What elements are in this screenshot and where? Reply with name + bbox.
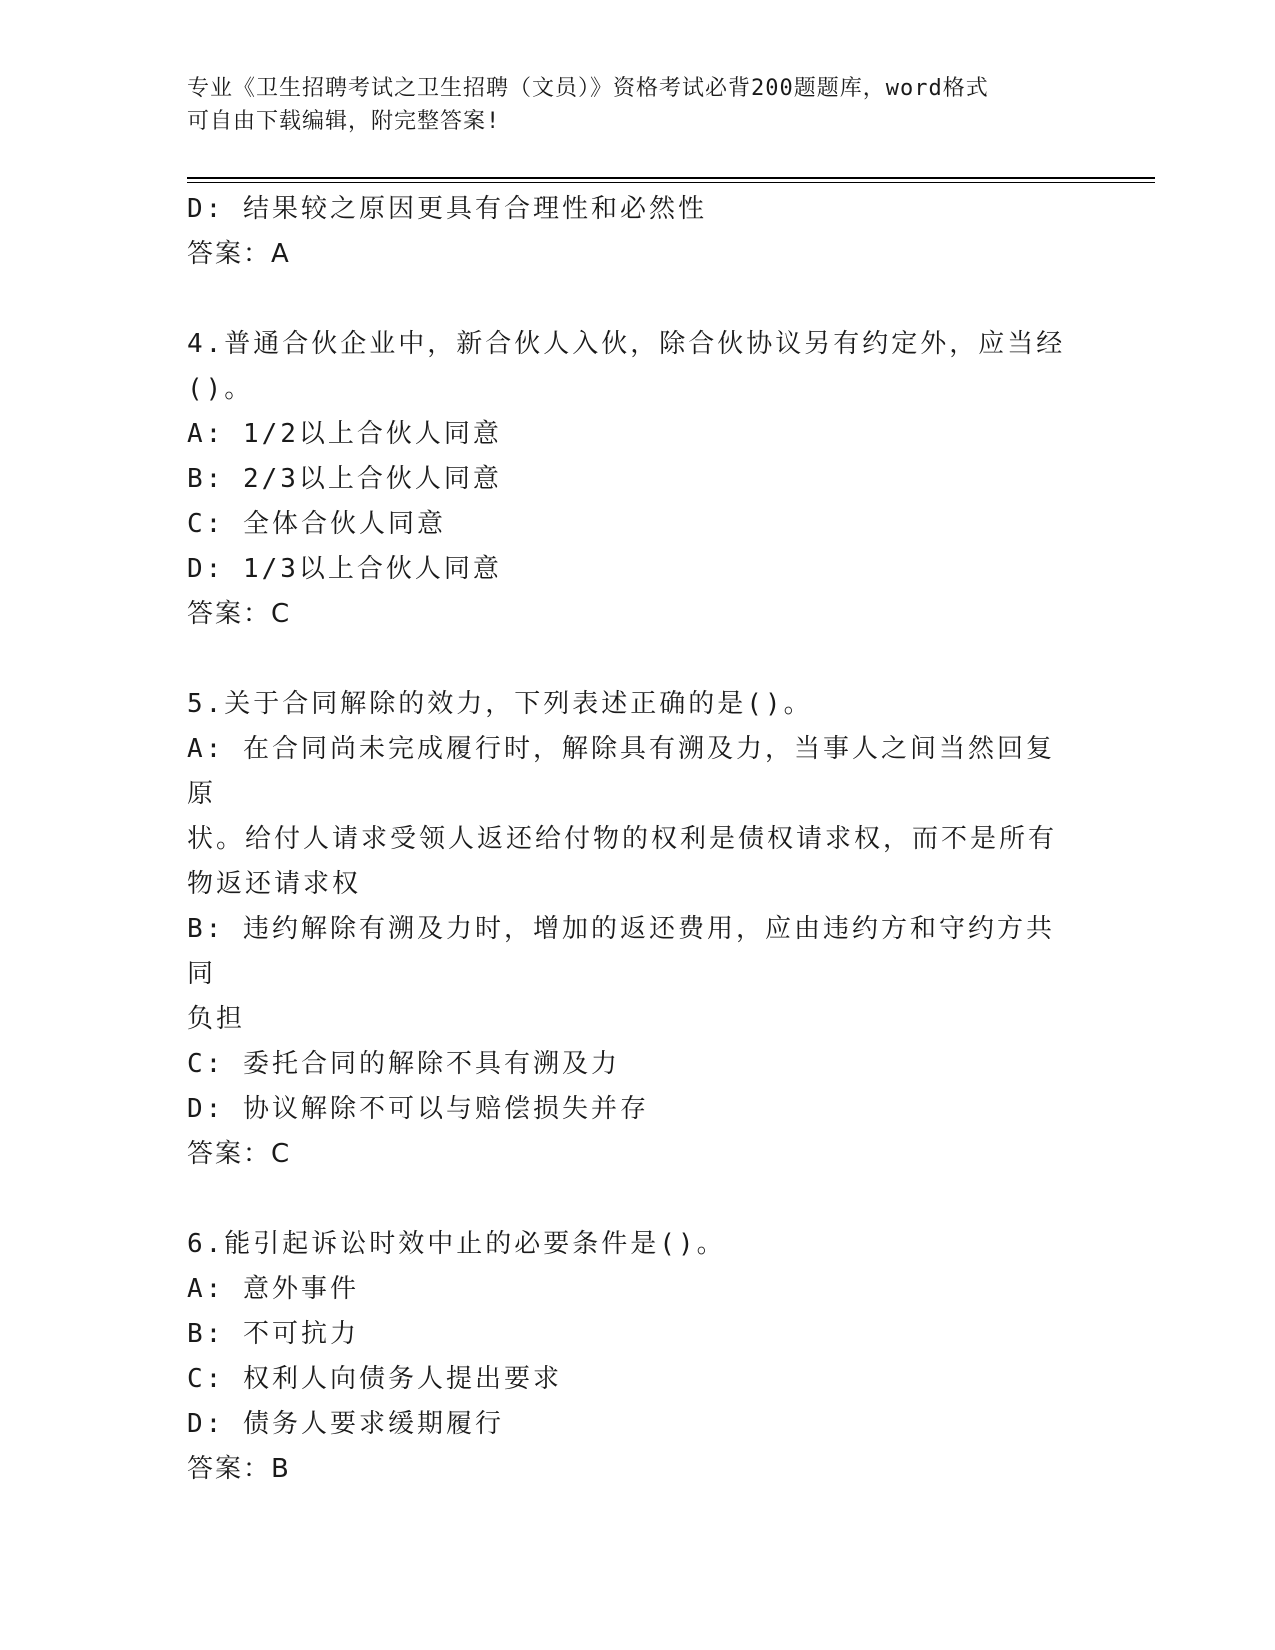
option-b: B: 不可抗力 xyxy=(187,1319,359,1349)
option-a-cont: 状。给付人请求受领人返还给付物的权利是债权请求权，而不是所有 xyxy=(187,824,1058,854)
answer-line: 答案：B xyxy=(187,1454,291,1484)
question-6 xyxy=(187,1222,1077,1492)
question-3-tail xyxy=(187,187,1077,277)
question-4 xyxy=(187,322,1077,637)
spacer xyxy=(187,1177,1077,1222)
question-stem: 4.普通合伙企业中，新合伙人入伙，除合伙协议另有约定外，应当经 xyxy=(187,329,1066,359)
question-list xyxy=(187,187,1077,1492)
spacer xyxy=(187,277,1077,322)
option-a-cont: 物返还请求权 xyxy=(187,869,362,899)
option-c: C: 权利人向债务人提出要求 xyxy=(187,1364,562,1394)
option-d: D: 协议解除不可以与赔偿损失并存 xyxy=(187,1094,649,1124)
option-d: D: 1/3以上合伙人同意 xyxy=(187,554,502,584)
option-a: A: 在合同尚未完成履行时，解除具有溯及力，当事人之间当然回复原 xyxy=(187,734,1055,809)
option-b: B: 违约解除有溯及力时，增加的返还费用，应由违约方和守约方共同 xyxy=(187,914,1055,989)
question-5 xyxy=(187,682,1077,1177)
option-a: A: 1/2以上合伙人同意 xyxy=(187,419,502,449)
option-b: B: 2/3以上合伙人同意 xyxy=(187,464,502,494)
spacer xyxy=(187,637,1077,682)
header-title-line2: 可自由下载编辑，附完整答案! xyxy=(187,109,501,134)
header-divider-thick xyxy=(187,177,1155,179)
option-a: A: 意外事件 xyxy=(187,1274,359,1304)
question-stem: 5.关于合同解除的效力，下列表述正确的是()。 xyxy=(187,689,813,719)
option-c: C: 全体合伙人同意 xyxy=(187,509,446,539)
header-title-line1: 专业《卫生招聘考试之卫生招聘（文员）》资格考试必背200题题库，word格式 xyxy=(187,76,989,101)
answer-line: 答案：A xyxy=(187,239,291,269)
option-b-cont: 负担 xyxy=(187,1004,246,1034)
question-stem: 6.能引起诉讼时效中止的必要条件是()。 xyxy=(187,1229,726,1259)
option-d: D: 结果较之原因更具有合理性和必然性 xyxy=(187,194,707,224)
answer-line: 答案：C xyxy=(187,599,292,629)
document-header xyxy=(187,72,1067,138)
option-d: D: 债务人要求缓期履行 xyxy=(187,1409,504,1439)
question-stem-cont: ()。 xyxy=(187,374,254,404)
option-c: C: 委托合同的解除不具有溯及力 xyxy=(187,1049,620,1079)
answer-line: 答案：C xyxy=(187,1139,292,1169)
header-divider-thin xyxy=(187,182,1155,183)
